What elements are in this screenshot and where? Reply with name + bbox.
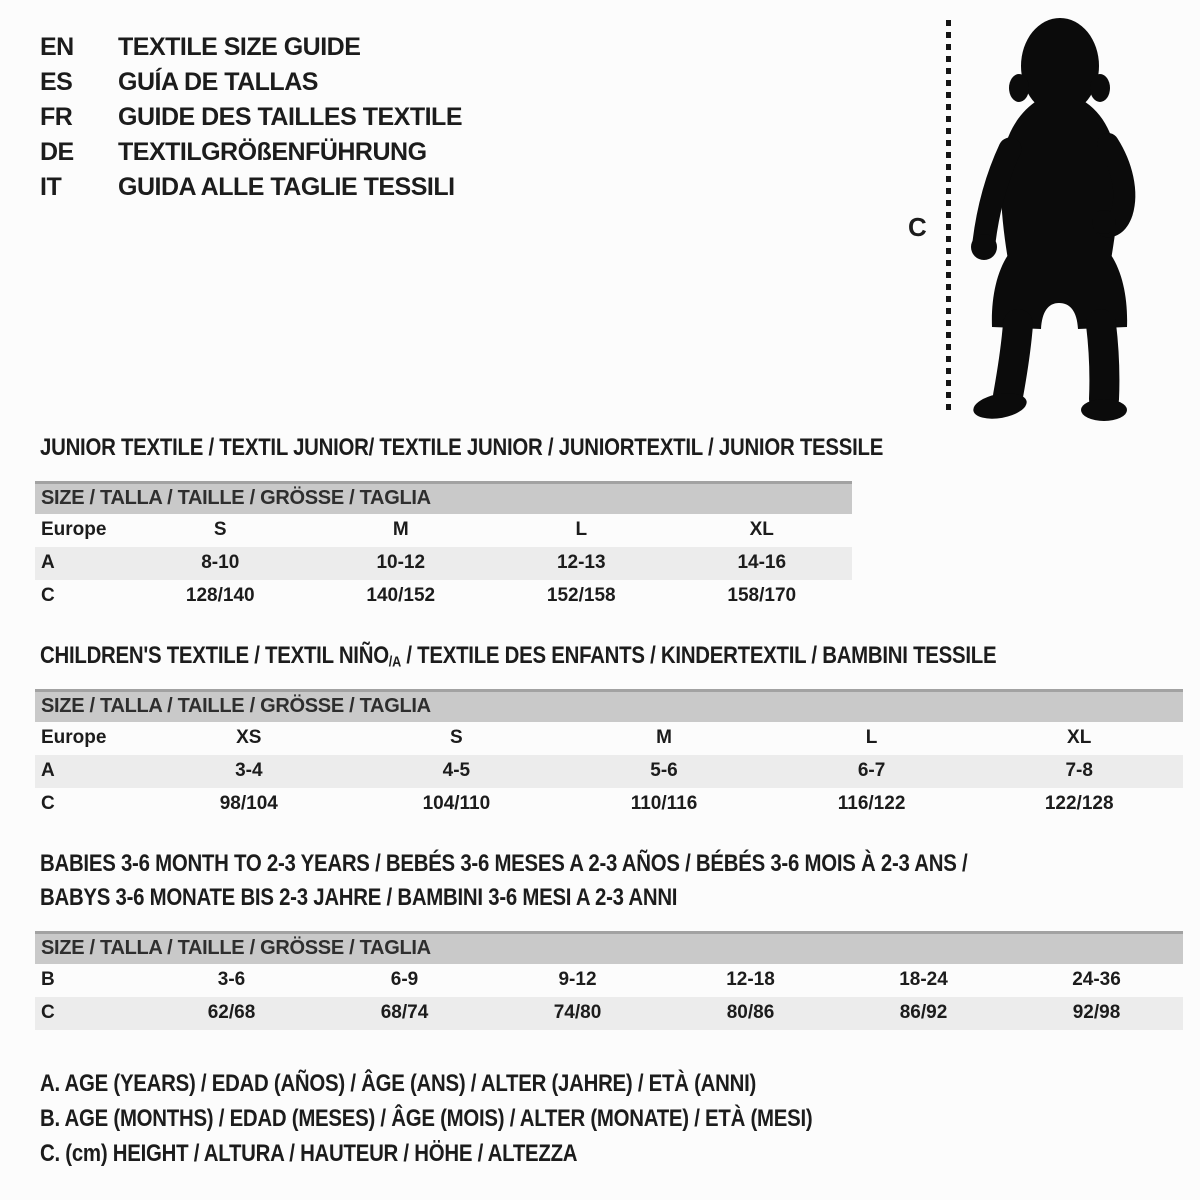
size-cell: M <box>656 727 672 748</box>
table-row-height <box>35 580 852 613</box>
junior-section-title: JUNIOR TEXTILE / TEXTIL JUNIOR/ TEXTILE JUNIOR / JUNIORTEXTIL / JUNIOR TESSILE <box>40 434 884 461</box>
babies-section-title-line2: BABYS 3-6 MONATE BIS 2-3 JAHRE / BAMBINI 3-6 MESI A 2-3 ANNI <box>40 884 678 911</box>
value-cell: 24-36 <box>1072 969 1121 990</box>
table-row-months <box>35 964 1183 997</box>
value-cell: 104/110 <box>422 793 491 814</box>
table-header-row <box>35 483 852 514</box>
language-row-fr <box>40 100 462 135</box>
table-row-height <box>35 997 1183 1030</box>
value-cell: 140/152 <box>366 585 436 606</box>
value-cell: 10-12 <box>376 552 426 573</box>
height-measure-dashed-line <box>946 20 951 416</box>
value-cell: 3-4 <box>235 760 263 781</box>
babies-section-title-line1: BABIES 3-6 MONTH TO 2-3 YEARS / BEBÉS 3-6 MESES A 2-3 AÑOS / BÉBÉS 3-6 MOIS À 2-3 ANS / <box>40 850 968 877</box>
size-cell: XS <box>236 727 262 748</box>
value-cell: 110/116 <box>630 793 698 814</box>
table-header-row <box>35 933 1183 964</box>
toddler-silhouette-image <box>958 14 1153 424</box>
junior-size-table <box>35 481 852 613</box>
value-cell: 68/74 <box>380 1002 429 1023</box>
language-row-it <box>40 170 462 205</box>
value-cell: 74/80 <box>553 1002 602 1023</box>
babies-size-table <box>35 931 1183 1030</box>
row-label: C <box>41 1002 55 1023</box>
value-cell: 12-13 <box>556 552 606 573</box>
language-row-es <box>40 65 462 100</box>
guide-title-en: TEXTILE SIZE GUIDE <box>118 33 361 61</box>
legend-line-age-years: A. AGE (YEARS) / EDAD (AÑOS) / ÂGE (ANS) / ALTER (JAHRE) / ETÀ (ANNI) <box>40 1070 757 1097</box>
legend-line-age-months: B. AGE (MONTHS) / EDAD (MESES) / ÂGE (MOIS) / ALTER (MONATE) / ETÀ (MESI) <box>40 1105 813 1132</box>
size-header-bar: SIZE / TALLA / TAILLE / GRÖSSE / TAGLIA <box>35 691 1183 722</box>
language-code: DE <box>40 138 74 166</box>
size-header-bar: SIZE / TALLA / TAILLE / GRÖSSE / TAGLIA <box>35 933 1183 964</box>
children-size-table <box>35 689 1183 821</box>
children-title-subscript: /A <box>388 654 401 671</box>
value-cell: 62/68 <box>207 1002 256 1023</box>
row-label: A <box>41 552 55 573</box>
value-cell: 152/158 <box>546 585 616 606</box>
language-row-de <box>40 135 462 170</box>
value-cell: 12-18 <box>726 969 775 990</box>
table-row-height <box>35 788 1183 821</box>
children-title-suffix: / TEXTILE DES ENFANTS / KINDERTEXTIL / BAMBINI TESSILE <box>400 642 997 669</box>
language-header <box>40 30 462 205</box>
row-label: B <box>41 969 55 990</box>
language-code: EN <box>40 33 74 61</box>
region-label: Europe <box>41 727 107 748</box>
table-header-row <box>35 691 1183 722</box>
height-measure-label: C <box>908 212 927 242</box>
value-cell: 9-12 <box>558 969 597 990</box>
value-cell: 18-24 <box>899 969 948 990</box>
row-label: A <box>41 760 55 781</box>
row-label: C <box>41 793 55 814</box>
value-cell: 14-16 <box>737 552 787 573</box>
children-title-prefix: CHILDREN'S TEXTILE / TEXTIL NIÑO <box>40 642 389 669</box>
region-label: Europe <box>41 519 107 540</box>
size-cell: XL <box>749 519 774 540</box>
value-cell: 122/128 <box>1044 793 1114 814</box>
table-row-europe <box>35 722 1183 755</box>
guide-title-fr: GUIDE DES TAILLES TEXTILE <box>118 103 463 131</box>
language-code: ES <box>40 68 73 96</box>
table-row-europe <box>35 514 852 547</box>
value-cell: 4-5 <box>442 760 471 781</box>
legend-line-height-cm: C. (cm) HEIGHT / ALTURA / HAUTEUR / HÖHE / ALTEZZA <box>40 1140 578 1167</box>
value-cell: 5-6 <box>650 760 678 781</box>
language-code: IT <box>40 173 62 201</box>
value-cell: 3-6 <box>217 969 246 990</box>
value-cell: 8-10 <box>201 552 240 573</box>
guide-title-it: GUIDA ALLE TAGLIE TESSILI <box>118 173 455 201</box>
value-cell: 80/86 <box>726 1002 775 1023</box>
children-section-title <box>40 642 996 670</box>
value-cell: 128/140 <box>185 585 255 606</box>
guide-title-de: TEXTILGRÖßENFÜHRUNG <box>118 138 427 166</box>
size-header-bar: SIZE / TALLA / TAILLE / GRÖSSE / TAGLIA <box>35 483 852 514</box>
guide-title-es: GUÍA DE TALLAS <box>118 68 318 96</box>
value-cell: 116/122 <box>837 793 906 814</box>
value-cell: 98/104 <box>219 793 278 814</box>
value-cell: 158/170 <box>727 585 797 606</box>
size-cell: S <box>213 519 227 540</box>
size-cell: L <box>575 519 588 540</box>
table-row-age <box>35 547 852 580</box>
row-label: C <box>41 585 55 606</box>
language-row-en <box>40 30 462 65</box>
table-row-age <box>35 755 1183 788</box>
size-cell: XL <box>1067 727 1092 748</box>
language-code: FR <box>40 103 73 131</box>
value-cell: 7-8 <box>1065 760 1093 781</box>
value-cell: 6-9 <box>390 969 419 990</box>
size-cell: L <box>865 727 878 748</box>
size-cell: S <box>450 727 463 748</box>
value-cell: 92/98 <box>1072 1002 1121 1023</box>
size-cell: M <box>392 519 409 540</box>
value-cell: 6-7 <box>857 760 886 781</box>
value-cell: 86/92 <box>899 1002 948 1023</box>
